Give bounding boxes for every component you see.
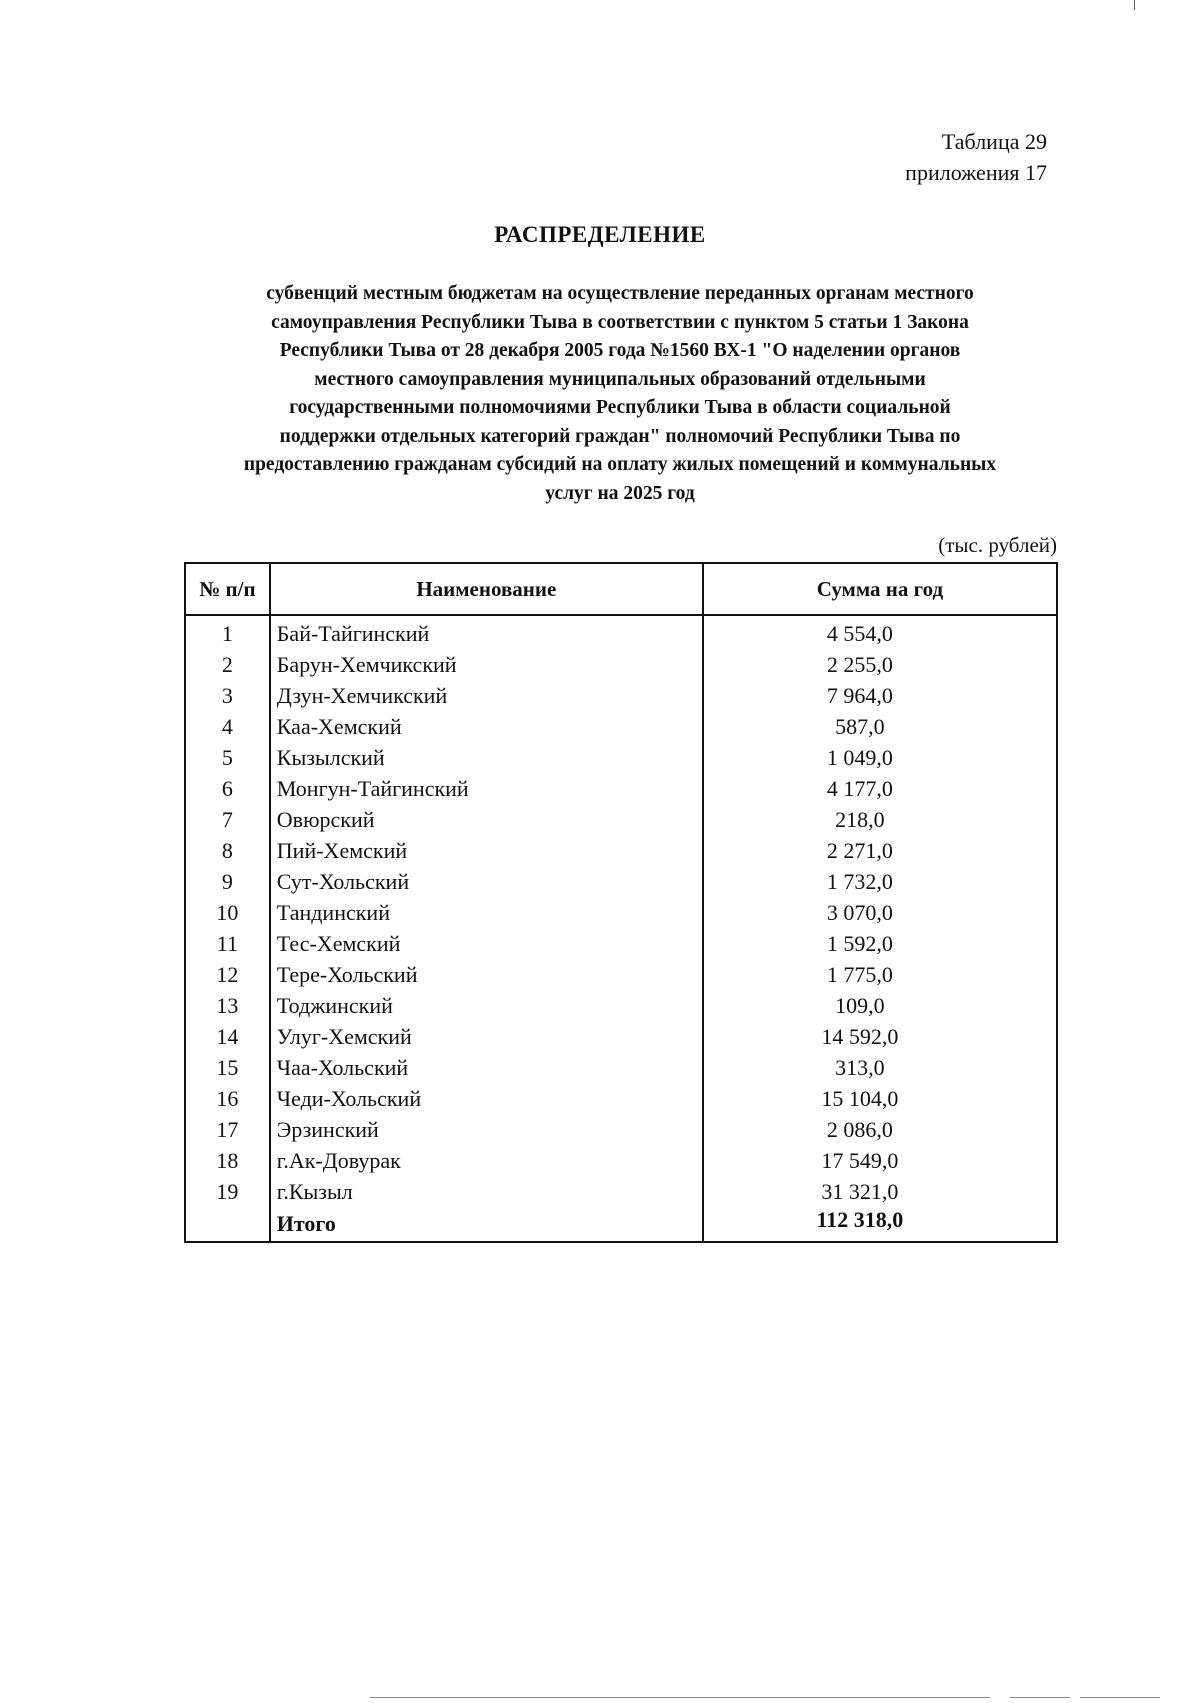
row-amount: 2 086,0 <box>703 1114 1057 1145</box>
row-name: Чеди-Хольский <box>270 1083 703 1114</box>
row-amount: 14 592,0 <box>703 1021 1057 1052</box>
header-amount: Сумма на год <box>703 563 1057 615</box>
row-amount: 1 775,0 <box>703 959 1057 990</box>
row-number: 1 <box>185 615 270 649</box>
document-subtitle <box>180 280 1060 508</box>
row-name: Сут-Хольский <box>270 866 703 897</box>
row-amount: 15 104,0 <box>703 1083 1057 1114</box>
units-label: (тыс. рублей) <box>938 533 1057 557</box>
row-number: 10 <box>185 897 270 928</box>
table-row <box>185 711 1057 742</box>
row-number: 14 <box>185 1021 270 1052</box>
row-number: 18 <box>185 1145 270 1176</box>
table-header-row <box>185 563 1057 615</box>
row-name: Монгун-Тайгинский <box>270 773 703 804</box>
row-amount: 1 592,0 <box>703 928 1057 959</box>
row-number: 11 <box>185 928 270 959</box>
table-row <box>185 1176 1057 1207</box>
row-name: г.Ак-Довурак <box>270 1145 703 1176</box>
total-row <box>185 1207 1057 1242</box>
table-row <box>185 615 1057 649</box>
table-row <box>185 1114 1057 1145</box>
subtitle-line: субвенций местным бюджетам на осуществление переданных органам местного <box>266 283 974 304</box>
footer-rule <box>1080 1697 1160 1698</box>
row-name: Тес-Хемский <box>270 928 703 959</box>
total-label: Итого <box>270 1207 703 1242</box>
table-reference <box>905 126 1047 188</box>
row-amount: 4 177,0 <box>703 773 1057 804</box>
row-name: Барун-Хемчикский <box>270 649 703 680</box>
footer-rule <box>370 1697 990 1698</box>
appendix-number: приложения 17 <box>905 160 1047 185</box>
table-row <box>185 649 1057 680</box>
scan-mark <box>1134 0 1135 10</box>
table-row <box>185 1052 1057 1083</box>
row-name: Улуг-Хемский <box>270 1021 703 1052</box>
header-name: Наименование <box>270 563 703 615</box>
table-row <box>185 897 1057 928</box>
row-name: Пий-Хемский <box>270 835 703 866</box>
row-amount: 2 255,0 <box>703 649 1057 680</box>
row-amount: 1 049,0 <box>703 742 1057 773</box>
row-name: Овюрский <box>270 804 703 835</box>
row-name: Тере-Хольский <box>270 959 703 990</box>
row-name: Тандинский <box>270 897 703 928</box>
row-number: 9 <box>185 866 270 897</box>
row-number: 4 <box>185 711 270 742</box>
row-number: 2 <box>185 649 270 680</box>
document-title: РАСПРЕДЕЛЕНИЕ <box>494 222 706 247</box>
row-name: Каа-Хемский <box>270 711 703 742</box>
row-name: Дзун-Хемчикский <box>270 680 703 711</box>
table-row <box>185 1021 1057 1052</box>
row-number: 16 <box>185 1083 270 1114</box>
row-amount: 587,0 <box>703 711 1057 742</box>
row-number: 15 <box>185 1052 270 1083</box>
row-number: 3 <box>185 680 270 711</box>
distribution-table <box>184 562 1058 1243</box>
table-number: Таблица 29 <box>941 129 1047 154</box>
row-name: Эрзинский <box>270 1114 703 1145</box>
subtitle-line: предоставлению гражданам субсидий на оплату жилых помещений и коммунальных <box>243 454 997 475</box>
row-number: 5 <box>185 742 270 773</box>
row-amount: 31 321,0 <box>703 1176 1057 1207</box>
table-row <box>185 680 1057 711</box>
table-row <box>185 1145 1057 1176</box>
row-amount: 109,0 <box>703 990 1057 1021</box>
subtitle-line: Республики Тыва от 28 декабря 2005 года №1560 ВХ-1 "О наделении органов <box>279 340 961 361</box>
header-number: № п/п <box>185 563 270 615</box>
row-amount: 4 554,0 <box>703 615 1057 649</box>
table-row <box>185 866 1057 897</box>
table-row <box>185 742 1057 773</box>
table-row <box>185 835 1057 866</box>
row-amount: 3 070,0 <box>703 897 1057 928</box>
subtitle-line: поддержки отдельных категорий граждан" полномочий Республики Тыва по <box>279 425 961 447</box>
total-number-cell <box>185 1207 270 1242</box>
total-amount: 112 318,0 <box>703 1207 1057 1242</box>
table-row <box>185 928 1057 959</box>
row-name: г.Кызыл <box>270 1176 703 1207</box>
table-row <box>185 959 1057 990</box>
subtitle-line: местного самоуправления муниципальных образований отдельными <box>314 368 926 390</box>
footer-rule <box>1010 1697 1070 1698</box>
row-amount: 2 271,0 <box>703 835 1057 866</box>
row-number: 6 <box>185 773 270 804</box>
subtitle-line: услуг на 2025 год <box>545 482 695 504</box>
row-name: Кызылский <box>270 742 703 773</box>
row-number: 13 <box>185 990 270 1021</box>
table-row <box>185 990 1057 1021</box>
table-row <box>185 773 1057 804</box>
row-amount: 7 964,0 <box>703 680 1057 711</box>
row-amount: 17 549,0 <box>703 1145 1057 1176</box>
row-name: Чаа-Хольский <box>270 1052 703 1083</box>
subtitle-line: государственными полномочиями Республики Тыва в области социальной <box>289 397 951 418</box>
table-row <box>185 804 1057 835</box>
row-number: 8 <box>185 835 270 866</box>
row-amount: 313,0 <box>703 1052 1057 1083</box>
row-number: 19 <box>185 1176 270 1207</box>
row-amount: 218,0 <box>703 804 1057 835</box>
row-name: Тоджинский <box>270 990 703 1021</box>
subtitle-line: самоуправления Республики Тыва в соответствии с пунктом 5 статьи 1 Закона <box>271 311 969 333</box>
row-name: Бай-Тайгинский <box>270 615 703 649</box>
row-amount: 1 732,0 <box>703 866 1057 897</box>
row-number: 7 <box>185 804 270 835</box>
row-number: 12 <box>185 959 270 990</box>
table-row <box>185 1083 1057 1114</box>
row-number: 17 <box>185 1114 270 1145</box>
